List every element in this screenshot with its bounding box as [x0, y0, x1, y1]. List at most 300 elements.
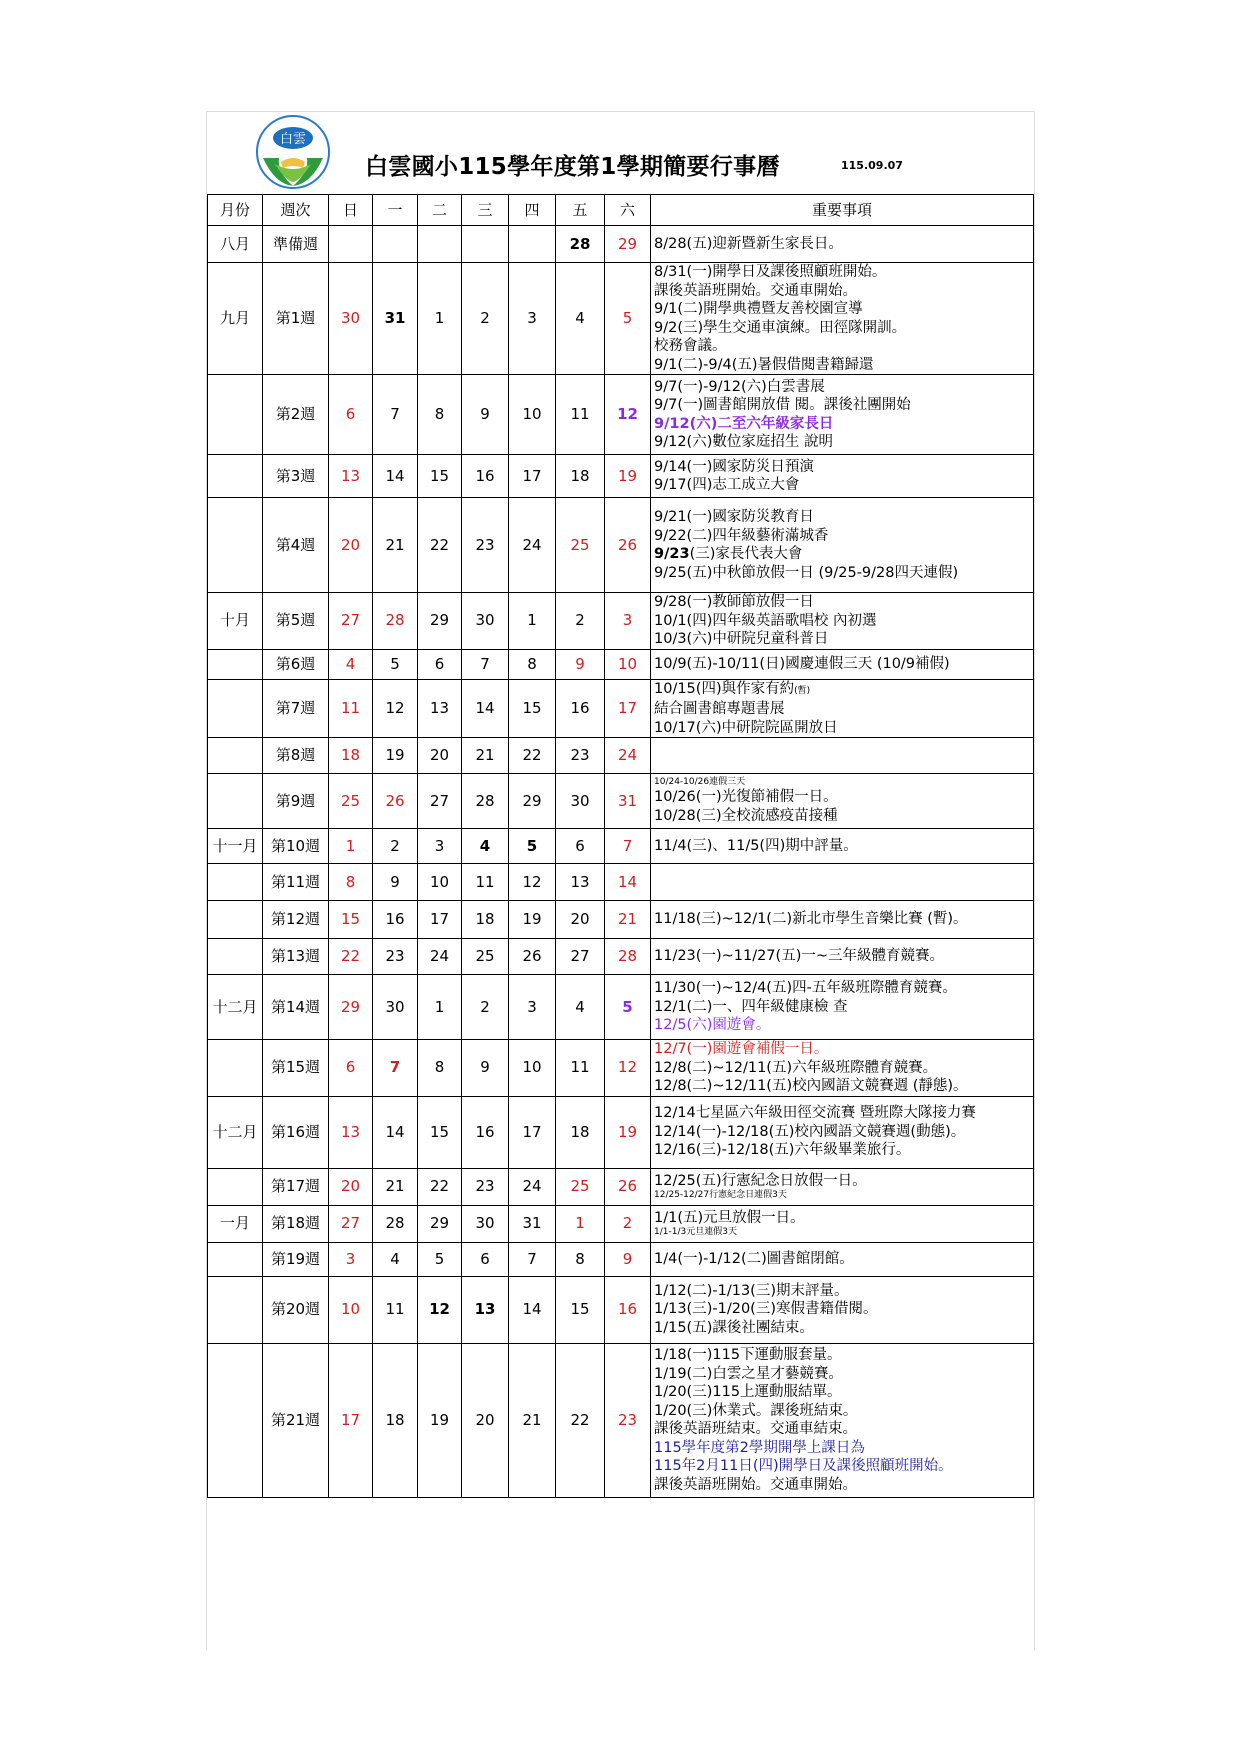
table-row [208, 649, 1034, 679]
day-cell: 10 [329, 1276, 373, 1343]
events-cell [651, 774, 1034, 829]
day-cell: 24 [605, 738, 651, 774]
day-cell: 1 [329, 829, 373, 864]
week-cell: 第3週 [263, 455, 329, 498]
day-cell: 16 [462, 1096, 509, 1168]
day-cell [509, 226, 556, 263]
day-cell: 11 [329, 679, 373, 738]
week-cell: 第6週 [263, 649, 329, 679]
calendar-sheet [206, 111, 1035, 1650]
day-cell: 14 [373, 1096, 418, 1168]
day-cell: 25 [556, 1168, 605, 1205]
events-cell [651, 455, 1034, 498]
event-line: 12/7(一)園遊會補假一日。 [654, 1041, 829, 1057]
day-cell: 15 [418, 455, 462, 498]
day-cell: 13 [329, 455, 373, 498]
day-cell: 9 [373, 864, 418, 901]
event-line: 9/1(二)開學典禮暨友善校園宣導 [654, 301, 863, 317]
month-cell [208, 1343, 263, 1497]
table-row [208, 679, 1034, 738]
day-cell: 1 [418, 263, 462, 375]
day-cell: 12 [605, 1040, 651, 1097]
day-cell: 25 [556, 498, 605, 593]
event-line: 1/19(二)白雲之星才藝競賽。 [654, 1365, 843, 1382]
table-row [208, 375, 1034, 455]
day-cell: 5 [605, 975, 651, 1040]
day-cell: 2 [556, 593, 605, 650]
event-line: 11/18(三)~12/1(二)新北市學生音樂比賽 (暫)。 [654, 911, 968, 928]
event-line: 12/25(五)行憲紀念日放假一日。 [654, 1172, 867, 1189]
day-cell: 30 [462, 593, 509, 650]
events-cell [651, 864, 1034, 901]
day-cell: 27 [556, 939, 605, 975]
day-cell: 11 [373, 1276, 418, 1343]
day-cell: 12 [509, 864, 556, 901]
day-cell: 13 [418, 679, 462, 738]
day-cell: 3 [509, 975, 556, 1040]
event-line: 12/25-12/27行憲紀念日連假3天 [654, 1190, 787, 1201]
day-cell: 17 [509, 1096, 556, 1168]
table-row [208, 263, 1034, 375]
events-cell [651, 939, 1034, 975]
event-line: 1/12(二)-1/13(三)期末評量。 [654, 1282, 849, 1299]
day-cell: 31 [373, 263, 418, 375]
event-line: 9/23(三)家長代表大會 [654, 546, 803, 562]
event-line: 12/5(六)園遊會。 [654, 1017, 771, 1034]
day-cell: 9 [605, 1242, 651, 1276]
day-cell: 12 [418, 1276, 462, 1343]
event-line: 課後英語班結束。交通車結束。 [654, 1421, 857, 1437]
day-cell: 21 [373, 1168, 418, 1205]
table-row [208, 1276, 1034, 1343]
calendar-table [207, 194, 1034, 1498]
day-cell: 18 [462, 901, 509, 939]
month-cell [208, 1242, 263, 1276]
day-cell: 23 [556, 738, 605, 774]
column-header: 五 [556, 195, 605, 226]
event-line: 10/24-10/26連假三天 [654, 777, 746, 787]
day-cell: 14 [373, 455, 418, 498]
table-row [208, 226, 1034, 263]
day-cell: 12 [605, 375, 651, 455]
day-cell: 4 [373, 1242, 418, 1276]
day-cell: 30 [373, 975, 418, 1040]
event-line: 9/7(一)-9/12(六)白雲書展 [654, 378, 825, 395]
event-line: 115年2月11日(四)開學日及課後照顧班開始。 [654, 1458, 953, 1474]
event-line: 1/15(五)課後社團結束。 [654, 1319, 814, 1336]
week-cell: 第20週 [263, 1276, 329, 1343]
event-line: 9/17(四)志工成立大會 [654, 477, 800, 493]
day-cell: 9 [556, 649, 605, 679]
event-line: 課後英語班開始。交通車開始。 [654, 1476, 857, 1493]
month-cell [208, 1168, 263, 1205]
day-cell: 19 [373, 738, 418, 774]
table-row [208, 774, 1034, 829]
day-cell: 11 [556, 1040, 605, 1097]
column-header: 二 [418, 195, 462, 226]
event-line: 9/22(二)四年級藝術滿城香 [654, 527, 829, 544]
event-line: 12/14七星區六年級田徑交流賽 暨班際大隊接力賽 [654, 1105, 976, 1122]
month-cell [208, 455, 263, 498]
events-cell [651, 901, 1034, 939]
month-cell: 八月 [208, 226, 263, 263]
table-row [208, 975, 1034, 1040]
day-cell: 23 [373, 939, 418, 975]
day-cell: 13 [329, 1096, 373, 1168]
day-cell: 23 [605, 1343, 651, 1497]
day-cell: 27 [329, 593, 373, 650]
day-cell: 19 [605, 1096, 651, 1168]
event-line: 9/12(六)數位家庭招生 說明 [654, 434, 833, 450]
day-cell: 20 [418, 738, 462, 774]
day-cell: 7 [373, 1040, 418, 1097]
day-cell: 5 [418, 1242, 462, 1276]
day-cell [418, 226, 462, 263]
event-line: 1/1(五)元旦放假一日。 [654, 1209, 805, 1226]
day-cell: 29 [418, 1205, 462, 1242]
event-line: 9/1(二)-9/4(五)暑假借閱書籍歸還 [654, 356, 874, 373]
day-cell: 28 [373, 593, 418, 650]
day-cell: 25 [329, 774, 373, 829]
day-cell: 3 [509, 263, 556, 375]
day-cell: 19 [509, 901, 556, 939]
events-cell [651, 1205, 1034, 1242]
month-cell [208, 498, 263, 593]
event-line: 12/14(一)-12/18(五)校內國語文競賽週(動態)。 [654, 1123, 966, 1140]
day-cell: 8 [509, 649, 556, 679]
day-cell: 8 [329, 864, 373, 901]
events-cell [651, 263, 1034, 375]
events-cell [651, 593, 1034, 650]
day-cell: 12 [373, 679, 418, 738]
table-row [208, 593, 1034, 650]
week-cell: 第21週 [263, 1343, 329, 1497]
day-cell: 8 [418, 375, 462, 455]
event-line: 9/21(一)國家防災教育日 [654, 509, 814, 525]
week-cell: 第14週 [263, 975, 329, 1040]
day-cell: 24 [509, 498, 556, 593]
day-cell: 21 [373, 498, 418, 593]
day-cell: 24 [418, 939, 462, 975]
week-cell: 第12週 [263, 901, 329, 939]
day-cell: 8 [556, 1242, 605, 1276]
day-cell: 26 [605, 1168, 651, 1205]
page-title: 白雲國小115學年度第1學期簡要行事曆 [365, 154, 780, 180]
day-cell: 3 [605, 593, 651, 650]
month-cell [208, 679, 263, 738]
table-row [208, 1343, 1034, 1497]
week-cell: 第8週 [263, 738, 329, 774]
week-cell: 第17週 [263, 1168, 329, 1205]
day-cell: 29 [329, 975, 373, 1040]
day-cell: 4 [329, 649, 373, 679]
month-cell: 十月 [208, 593, 263, 650]
week-cell: 第11週 [263, 864, 329, 901]
day-cell: 1 [509, 593, 556, 650]
day-cell: 28 [373, 1205, 418, 1242]
event-line: 8/31(一)開學日及課後照顧班開始。 [654, 264, 887, 280]
week-cell: 第7週 [263, 679, 329, 738]
column-header: 日 [329, 195, 373, 226]
events-cell [651, 738, 1034, 774]
day-cell: 20 [329, 1168, 373, 1205]
event-line: 9/14(一)國家防災日預演 [654, 458, 814, 475]
event-line: 11/30(一)~12/4(五)四-五年級班際體育競賽。 [654, 980, 957, 997]
day-cell: 6 [556, 829, 605, 864]
table-row [208, 901, 1034, 939]
event-line: 1/1-1/3元旦連假3天 [654, 1227, 737, 1238]
table-row [208, 1040, 1034, 1097]
event-line: 1/13(三)-1/20(三)寒假書籍借閱。 [654, 1301, 878, 1318]
event-line: 校務會議。 [654, 338, 727, 354]
week-cell: 第16週 [263, 1096, 329, 1168]
events-cell [651, 1096, 1034, 1168]
table-row [208, 498, 1034, 593]
column-header: 週次 [263, 195, 329, 226]
day-cell: 10 [509, 375, 556, 455]
column-header: 四 [509, 195, 556, 226]
day-cell: 28 [462, 774, 509, 829]
week-cell: 第9週 [263, 774, 329, 829]
week-cell: 第1週 [263, 263, 329, 375]
header-row [208, 195, 1034, 226]
event-line: 結合圖書館專題書展 [654, 701, 785, 717]
day-cell: 2 [605, 1205, 651, 1242]
day-cell: 10 [418, 864, 462, 901]
day-cell: 10 [509, 1040, 556, 1097]
day-cell: 16 [462, 455, 509, 498]
day-cell: 21 [462, 738, 509, 774]
day-cell: 4 [556, 975, 605, 1040]
day-cell: 21 [509, 1343, 556, 1497]
week-cell: 第4週 [263, 498, 329, 593]
event-line: 10/9(五)-10/11(日)國慶連假三天 (10/9補假) [654, 655, 950, 672]
month-cell [208, 738, 263, 774]
event-line: 9/2(三)學生交通車演練。田徑隊開訓。 [654, 319, 907, 336]
day-cell: 8 [418, 1040, 462, 1097]
day-cell: 2 [462, 975, 509, 1040]
table-row [208, 1168, 1034, 1205]
day-cell: 15 [329, 901, 373, 939]
day-cell: 6 [418, 649, 462, 679]
week-cell: 第13週 [263, 939, 329, 975]
day-cell: 10 [605, 649, 651, 679]
month-cell [208, 375, 263, 455]
day-cell: 22 [556, 1343, 605, 1497]
day-cell: 4 [556, 263, 605, 375]
day-cell: 9 [462, 375, 509, 455]
week-cell: 第5週 [263, 593, 329, 650]
day-cell: 23 [462, 498, 509, 593]
day-cell: 7 [509, 1242, 556, 1276]
week-cell: 第15週 [263, 1040, 329, 1097]
day-cell: 20 [329, 498, 373, 593]
day-cell: 16 [556, 679, 605, 738]
day-cell: 22 [418, 1168, 462, 1205]
day-cell: 22 [418, 498, 462, 593]
month-cell [208, 774, 263, 829]
event-line: 115學年度第2學期開學上課日為 [654, 1439, 865, 1456]
event-line: 10/17(六)中研院院區開放日 [654, 719, 838, 736]
day-cell: 13 [462, 1276, 509, 1343]
event-line: 12/1(二)一、四年級健康檢 查 [654, 998, 848, 1015]
event-line: 9/7(一)圖書館開放借 閱。課後社團開始 [654, 397, 911, 413]
day-cell: 14 [509, 1276, 556, 1343]
column-header: 重要事項 [651, 195, 1034, 226]
day-cell: 2 [462, 263, 509, 375]
event-line: 11/4(三)、11/5(四)期中評量。 [654, 837, 858, 854]
month-cell [208, 1040, 263, 1097]
column-header: 六 [605, 195, 651, 226]
day-cell: 29 [509, 774, 556, 829]
day-cell: 1 [418, 975, 462, 1040]
table-row [208, 1242, 1034, 1276]
day-cell: 6 [462, 1242, 509, 1276]
event-line: 10/1(四)四年級英語歌唱校 內初選 [654, 612, 877, 629]
day-cell: 3 [418, 829, 462, 864]
day-cell: 1 [556, 1205, 605, 1242]
day-cell: 6 [329, 375, 373, 455]
column-header: 一 [373, 195, 418, 226]
day-cell: 28 [556, 226, 605, 263]
day-cell: 16 [605, 1276, 651, 1343]
events-cell [651, 679, 1034, 738]
week-cell: 第18週 [263, 1205, 329, 1242]
events-cell [651, 649, 1034, 679]
table-row [208, 829, 1034, 864]
day-cell: 5 [373, 649, 418, 679]
day-cell: 19 [418, 1343, 462, 1497]
day-cell: 17 [605, 679, 651, 738]
day-cell: 17 [509, 455, 556, 498]
week-cell: 準備週 [263, 226, 329, 263]
day-cell: 7 [373, 375, 418, 455]
events-cell [651, 975, 1034, 1040]
day-cell: 18 [329, 738, 373, 774]
day-cell: 31 [605, 774, 651, 829]
event-line: 1/20(三)115上運動服結單。 [654, 1384, 842, 1400]
column-header: 三 [462, 195, 509, 226]
day-cell: 17 [329, 1343, 373, 1497]
day-cell: 30 [329, 263, 373, 375]
day-cell: 26 [509, 939, 556, 975]
day-cell: 19 [605, 455, 651, 498]
event-line: 12/8(二)~12/11(五)校內國語文競賽週 (靜態)。 [654, 1078, 968, 1094]
day-cell: 20 [462, 1343, 509, 1497]
day-cell: 29 [605, 226, 651, 263]
event-line: 10/3(六)中研院兒童科普日 [654, 631, 829, 647]
day-cell: 21 [605, 901, 651, 939]
day-cell: 30 [556, 774, 605, 829]
event-line: 9/28(一)教師節放假一日 [654, 594, 814, 610]
table-row [208, 864, 1034, 901]
version-date: 115.09.07 [841, 159, 903, 172]
column-header: 月份 [208, 195, 263, 226]
day-cell: 20 [556, 901, 605, 939]
school-logo-icon [255, 114, 331, 190]
day-cell: 26 [373, 774, 418, 829]
day-cell: 5 [605, 263, 651, 375]
day-cell: 18 [373, 1343, 418, 1497]
event-line: 9/25(五)中秋節放假一日 (9/25-9/28四天連假) [654, 564, 959, 581]
day-cell: 17 [418, 901, 462, 939]
month-cell [208, 649, 263, 679]
day-cell: 6 [329, 1040, 373, 1097]
events-cell [651, 226, 1034, 263]
events-cell [651, 375, 1034, 455]
day-cell: 15 [509, 679, 556, 738]
event-line: 1/4(一)-1/12(二)圖書館閉館。 [654, 1250, 854, 1267]
week-cell: 第2週 [263, 375, 329, 455]
table-row [208, 1096, 1034, 1168]
event-line: 9/12(六)二至六年級家長日 [654, 415, 834, 432]
day-cell: 27 [418, 774, 462, 829]
event-line: 12/8(二)~12/11(五)六年級班際體育競賽。 [654, 1059, 938, 1076]
month-cell: 十二月 [208, 1096, 263, 1168]
event-line: 8/28(五)迎新暨新生家長日。 [654, 235, 843, 252]
day-cell: 25 [462, 939, 509, 975]
event-line: 1/20(三)休業式。課後班結束。 [654, 1402, 858, 1419]
table-row [208, 1205, 1034, 1242]
event-line: 課後英語班開始。交通車開始。 [654, 282, 857, 299]
event-line: 1/18(一)115下運動服套量。 [654, 1347, 842, 1363]
day-cell: 14 [462, 679, 509, 738]
day-cell: 14 [605, 864, 651, 901]
events-cell [651, 1040, 1034, 1097]
day-cell: 26 [605, 498, 651, 593]
week-cell: 第10週 [263, 829, 329, 864]
event-line: 10/15(四)與作家有約(暫) [654, 680, 811, 697]
event-line: 10/26(一)光復節補假一日。 [654, 789, 838, 805]
events-cell [651, 1276, 1034, 1343]
day-cell: 9 [462, 1040, 509, 1097]
month-cell [208, 939, 263, 975]
day-cell: 28 [605, 939, 651, 975]
table-row [208, 738, 1034, 774]
events-cell [651, 1242, 1034, 1276]
event-line: 10/28(三)全校流感疫苗接種 [654, 807, 838, 824]
event-line: 12/16(三)-12/18(五)六年級畢業旅行。 [654, 1142, 911, 1159]
month-cell [208, 901, 263, 939]
day-cell: 7 [605, 829, 651, 864]
day-cell: 22 [509, 738, 556, 774]
month-cell [208, 1276, 263, 1343]
day-cell: 7 [462, 649, 509, 679]
day-cell: 30 [462, 1205, 509, 1242]
table-row [208, 939, 1034, 975]
day-cell: 15 [556, 1276, 605, 1343]
month-cell [208, 864, 263, 901]
day-cell: 31 [509, 1205, 556, 1242]
day-cell: 27 [329, 1205, 373, 1242]
header [207, 112, 1034, 194]
day-cell: 11 [556, 375, 605, 455]
day-cell: 22 [329, 939, 373, 975]
day-cell: 13 [556, 864, 605, 901]
day-cell [373, 226, 418, 263]
week-cell: 第19週 [263, 1242, 329, 1276]
day-cell: 15 [418, 1096, 462, 1168]
month-cell: 十一月 [208, 829, 263, 864]
events-cell [651, 829, 1034, 864]
day-cell: 11 [462, 864, 509, 901]
day-cell: 18 [556, 455, 605, 498]
events-cell [651, 498, 1034, 593]
logo-text: 白雲 [279, 132, 307, 147]
day-cell: 3 [329, 1242, 373, 1276]
events-cell [651, 1343, 1034, 1497]
month-cell: 十二月 [208, 975, 263, 1040]
